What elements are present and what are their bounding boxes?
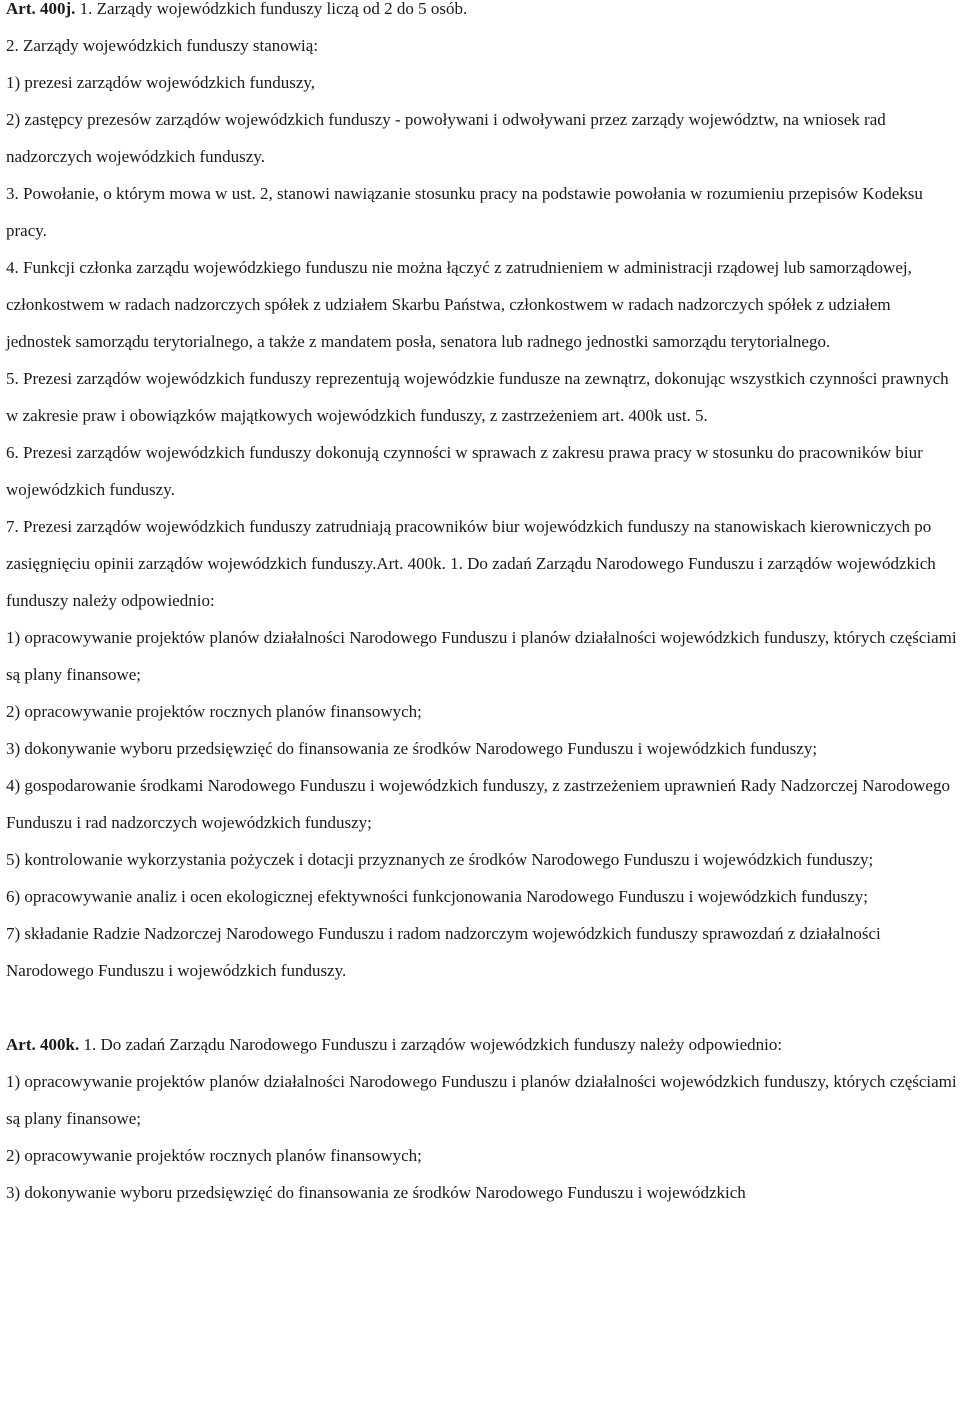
- article-400j-heading: Art. 400j.: [6, 0, 76, 18]
- article-400j-paragraph-7: 7. Prezesi zarządów wojewódzkich funduszy zatrudniają pracowników biur wojewódzkich funduszy na stanowiskach kierowniczych po zasięgnięciu opinii zarządów wojewódzkich funduszy.Art. 400k. 1. Do zadań Zarządu Narodowego Funduszu i zarządów wojewódzkich funduszy należy odpowiednio:: [6, 517, 936, 610]
- article-400k-paragraph-1: Art. 400k. 1. Do zadań Zarządu Narodowego Funduszu i zarządów wojewódzkich funduszy należy odpowiednio:: [6, 1035, 783, 1054]
- article-400j-paragraph-5: 5. Prezesi zarządów wojewódzkich funduszy reprezentują wojewódzkie fundusze na zewnątrz, dokonując wszystkich czynności prawnych w zakresie praw i obowiązków majątkowych wojewódzkich funduszy, z zastrzeżeniem art. 400k ust. 5.: [6, 369, 949, 425]
- article-400k-heading: Art. 400k.: [6, 1035, 80, 1054]
- article-400k-point-3: 3) dokonywanie wyboru przedsięwzięć do finansowania ze środków Narodowego Funduszu i wojewódzkich: [6, 1183, 746, 1202]
- task-item-2: 2) opracowywanie projektów rocznych planów finansowych;: [6, 702, 422, 721]
- article-400j-point-2: 2) zastępcy prezesów zarządów wojewódzkich funduszy - powoływani i odwoływani przez zarządy województw, na wniosek rad nadzorczych wojewódzkich funduszy.: [6, 110, 886, 166]
- task-item-4: 4) gospodarowanie środkami Narodowego Funduszu i wojewódzkich funduszy, z zastrzeżeniem uprawnień Rady Nadzorczej Narodowego Funduszu i rad nadzorczych wojewódzkich funduszy;: [6, 776, 950, 832]
- document-page: [6, 0, 958, 1221]
- article-400j-paragraph-1: Art. 400j. 1. Zarządy wojewódzkich funduszy liczą od 2 do 5 osób.: [6, 0, 468, 18]
- task-item-6: 6) opracowywanie analiz i ocen ekologicznej efektywności funkcjonowania Narodowego Funduszu i wojewódzkich funduszy;: [6, 887, 869, 906]
- article-400k-point-2: 2) opracowywanie projektów rocznych planów finansowych;: [6, 1146, 422, 1165]
- article-400j-paragraph-4: 4. Funkcji członka zarządu wojewódzkiego funduszu nie można łączyć z zatrudnieniem w administracji rządowej lub samorządowej, członkostwem w radach nadzorczych spółek z udziałem Skarbu Państwa, członkostwem w radach nadzorczych spółek z udziałem jednostek samorządu terytorialnego, a także z mandatem posła, senatora lub radnego jednostki samorządu terytorialnego.: [6, 258, 912, 351]
- article-400j-point-1: 1) prezesi zarządów wojewódzkich funduszy,: [6, 73, 316, 92]
- task-item-1: 1) opracowywanie projektów planów działalności Narodowego Funduszu i planów działalności wojewódzkich funduszy, których częściami są plany finansowe;: [6, 628, 957, 684]
- task-item-5: 5) kontrolowanie wykorzystania pożyczek i dotacji przyznanych ze środków Narodowego Funduszu i wojewódzkich funduszy;: [6, 850, 874, 869]
- article-400j-paragraph-2: 2. Zarządy wojewódzkich funduszy stanowią:: [6, 36, 319, 55]
- article-400k-point-1: 1) opracowywanie projektów planów działalności Narodowego Funduszu i planów działalności wojewódzkich funduszy, których częściami są plany finansowe;: [6, 1072, 957, 1128]
- article-400j-paragraph-3: 3. Powołanie, o którym mowa w ust. 2, stanowi nawiązanie stosunku pracy na podstawie powołania w rozumieniu przepisów Kodeksu pracy.: [6, 184, 923, 240]
- article-400j-paragraph-6: 6. Prezesi zarządów wojewódzkich funduszy dokonują czynności w sprawach z zakresu prawa pracy w stosunku do pracowników biur wojewódzkich funduszy.: [6, 443, 923, 499]
- task-item-7: 7) składanie Radzie Nadzorczej Narodowego Funduszu i radom nadzorczym wojewódzkich funduszy sprawozdań z działalności Narodowego Funduszu i wojewódzkich funduszy.: [6, 924, 881, 980]
- task-item-3: 3) dokonywanie wyboru przedsięwzięć do finansowania ze środków Narodowego Funduszu i wojewódzkich funduszy;: [6, 739, 818, 758]
